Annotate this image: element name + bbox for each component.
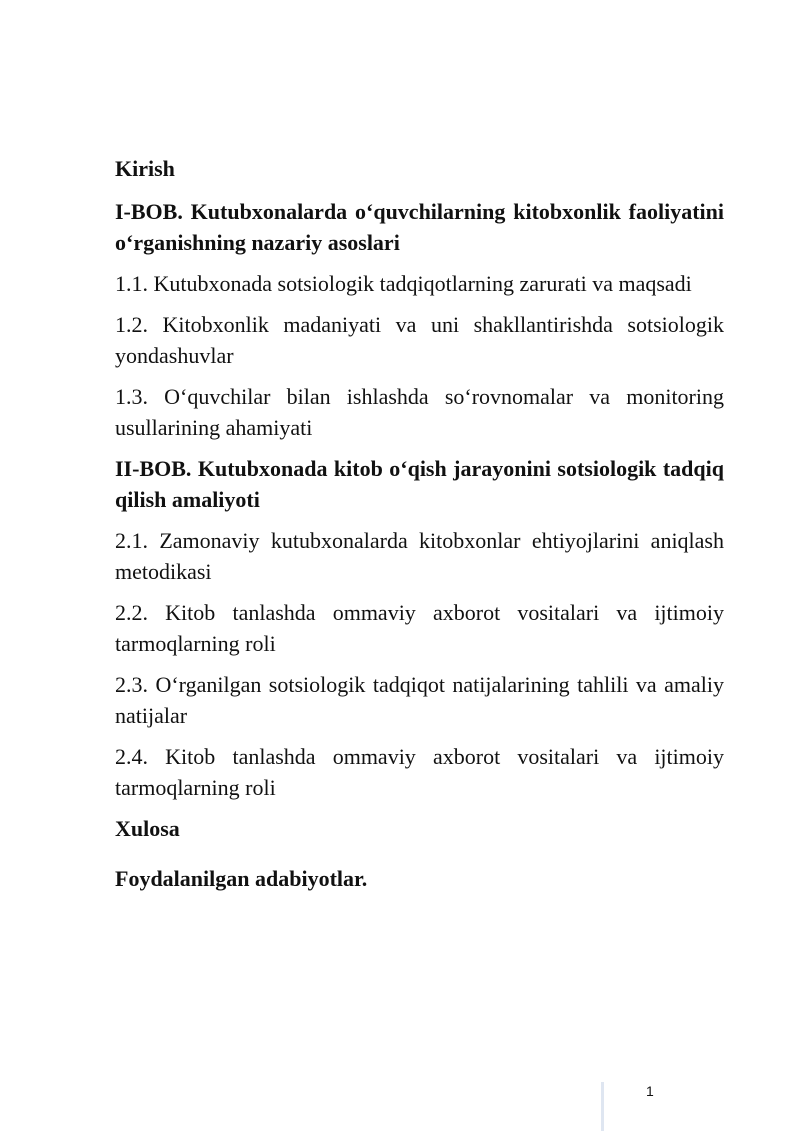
toc-section-1-1: 1.1. Kutubxonada sotsiologik tadqiqotlarning zarurati va maqsadi bbox=[115, 271, 692, 296]
toc-introduction: Kirish bbox=[115, 156, 175, 181]
toc-section-2-1: 2.1. Zamonaviy kutubxonalarda kitobxonlar ehtiyojlarini aniqlash metodikasi bbox=[115, 528, 724, 584]
toc-conclusion: Xulosa bbox=[115, 816, 180, 841]
table-of-contents bbox=[115, 153, 724, 904]
footer-divider bbox=[601, 1082, 604, 1131]
page-number: 1 bbox=[646, 1083, 654, 1099]
toc-section-1-2: 1.2. Kitobxonlik madaniyati va uni shakllantirishda sotsiologik yondashuvlar bbox=[115, 312, 724, 368]
toc-section-2-4: 2.4. Kitob tanlashda ommaviy axborot vositalari va ijtimoiy tarmoqlarning roli bbox=[115, 744, 724, 800]
toc-section-2-2: 2.2. Kitob tanlashda ommaviy axborot vositalari va ijtimoiy tarmoqlarning roli bbox=[115, 600, 724, 656]
toc-chapter-1: I-BOB. Kutubxonalarda o‘quvchilarning kitobxonlik faoliyatini o‘rganishning nazariy asoslari bbox=[115, 199, 724, 255]
toc-section-1-3: 1.3. O‘quvchilar bilan ishlashda so‘rovnomalar va monitoring usullarining ahamiyati bbox=[115, 384, 724, 440]
toc-section-2-3: 2.3. O‘rganilgan sotsiologik tadqiqot natijalarining tahlili va amaliy natijalar bbox=[115, 672, 724, 728]
toc-chapter-2: II-BOB. Kutubxonada kitob o‘qish jarayonini sotsiologik tadqiq qilish amaliyoti bbox=[115, 456, 724, 512]
toc-references: Foydalanilgan adabiyotlar. bbox=[115, 866, 368, 891]
